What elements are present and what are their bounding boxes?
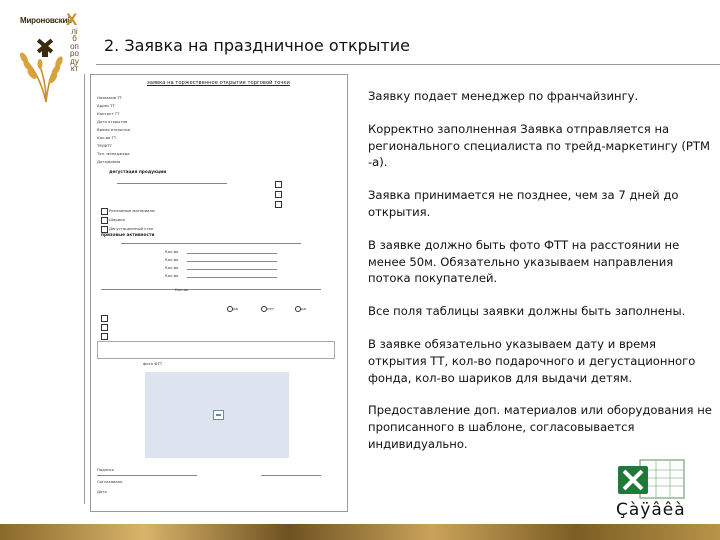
form-field-label: Дата открытия — [97, 119, 128, 124]
form-field-label: Название ТТ — [97, 95, 122, 100]
instruction-item: В заявке обязательно указываем дату и время открытия ТТ, кол-во подарочного и дегустационного фонда, кол-во шариков для выдачи детям. — [368, 336, 696, 385]
instruction-item: Все поля таблицы заявки должны быть заполнены. — [368, 304, 686, 319]
form-photo-placeholder — [145, 372, 289, 458]
form-radio-label: да — [233, 306, 238, 311]
form-field-label: Кол-во ТТ — [97, 135, 117, 140]
form-radio-label: нет — [267, 306, 275, 311]
form-field-label: Время открытия — [97, 127, 130, 132]
instruction-item: В заявке должно быть фото ФТТ на расстоянии не менее 50м. Обязательно указываем направления потока покупателей. — [368, 237, 680, 286]
form-heading: заявка на торжественное открытие торговой точки — [147, 80, 290, 86]
form-check-label: Дегустационный стол — [109, 226, 154, 231]
form-line — [117, 183, 227, 184]
form-check-label: Шарики — [109, 217, 126, 222]
form-checkbox — [101, 333, 108, 340]
form-checkbox — [101, 208, 108, 215]
form-line — [97, 475, 197, 476]
form-line — [121, 243, 301, 244]
form-checkbox — [101, 217, 108, 224]
form-checkbox — [275, 191, 282, 198]
form-row-label: Кол-во — [165, 265, 179, 270]
form-section-tasting: дегустация продукции — [109, 170, 167, 175]
request-form-preview — [90, 74, 348, 512]
form-section-prizes: призовые активности — [101, 233, 155, 238]
title-divider — [96, 64, 720, 65]
bottom-decor-band — [0, 524, 720, 540]
form-checkbox — [101, 324, 108, 331]
form-comment-box — [97, 341, 335, 359]
form-photo-caption: фото ФТТ — [143, 361, 163, 366]
form-field-label: ТМ/ФТТ — [97, 143, 112, 148]
form-field-label: Дата/время — [97, 159, 121, 164]
form-checkbox — [275, 181, 282, 188]
form-line — [101, 289, 321, 290]
form-checkbox — [275, 201, 282, 208]
form-check-label: Рекламные материалы — [109, 208, 155, 213]
form-line — [187, 269, 277, 270]
logo-vertical-text: лібопродукт — [70, 27, 79, 74]
form-footer-label: Согласовано — [97, 479, 123, 484]
form-line — [187, 277, 277, 278]
left-divider — [84, 74, 85, 504]
form-footer-label: Подпись — [97, 467, 115, 472]
excel-file-icon — [612, 458, 692, 502]
form-line — [187, 253, 277, 254]
logo-name: Мироновский — [20, 16, 72, 25]
slide-title: 2. Заявка на праздничное открытие — [104, 36, 410, 55]
logo-x-letter: Х — [66, 10, 78, 29]
form-radio-label: да — [301, 306, 306, 311]
form-row-label: Кол-во — [175, 287, 189, 292]
image-placeholder-icon — [213, 410, 224, 420]
form-row-label: Кол-во — [165, 273, 179, 278]
form-field-label: Контакт ТТ — [97, 111, 120, 116]
instructions-list — [368, 88, 712, 469]
instruction-item: Заявка принимается не позднее, чем за 7 дней до открытия. — [368, 188, 679, 219]
form-line — [187, 261, 277, 262]
form-footer-label: Дата — [97, 489, 107, 494]
form-field-label: Адрес ТТ — [97, 103, 115, 108]
form-row-label: Кол-во — [165, 249, 179, 254]
form-row-label: Кол-во — [165, 257, 179, 262]
form-checkbox — [101, 226, 108, 233]
instruction-item: Заявку подает менеджер по франчайзингу. — [368, 89, 639, 103]
form-line — [261, 475, 321, 476]
form-field-label: Тел. менеджера — [97, 151, 130, 156]
excel-attachment-label[interactable]: Çàÿâêà — [616, 500, 686, 520]
form-checkbox — [101, 315, 108, 322]
instruction-item: Корректно заполненная Заявка отправляется на регионального специалиста по трейд-маркетингу (РТМ -а). — [368, 121, 710, 170]
instruction-item: Предоставление доп. материалов или оборудования не прописанного в шаблоне, согласовывается индивидуально. — [368, 403, 712, 451]
